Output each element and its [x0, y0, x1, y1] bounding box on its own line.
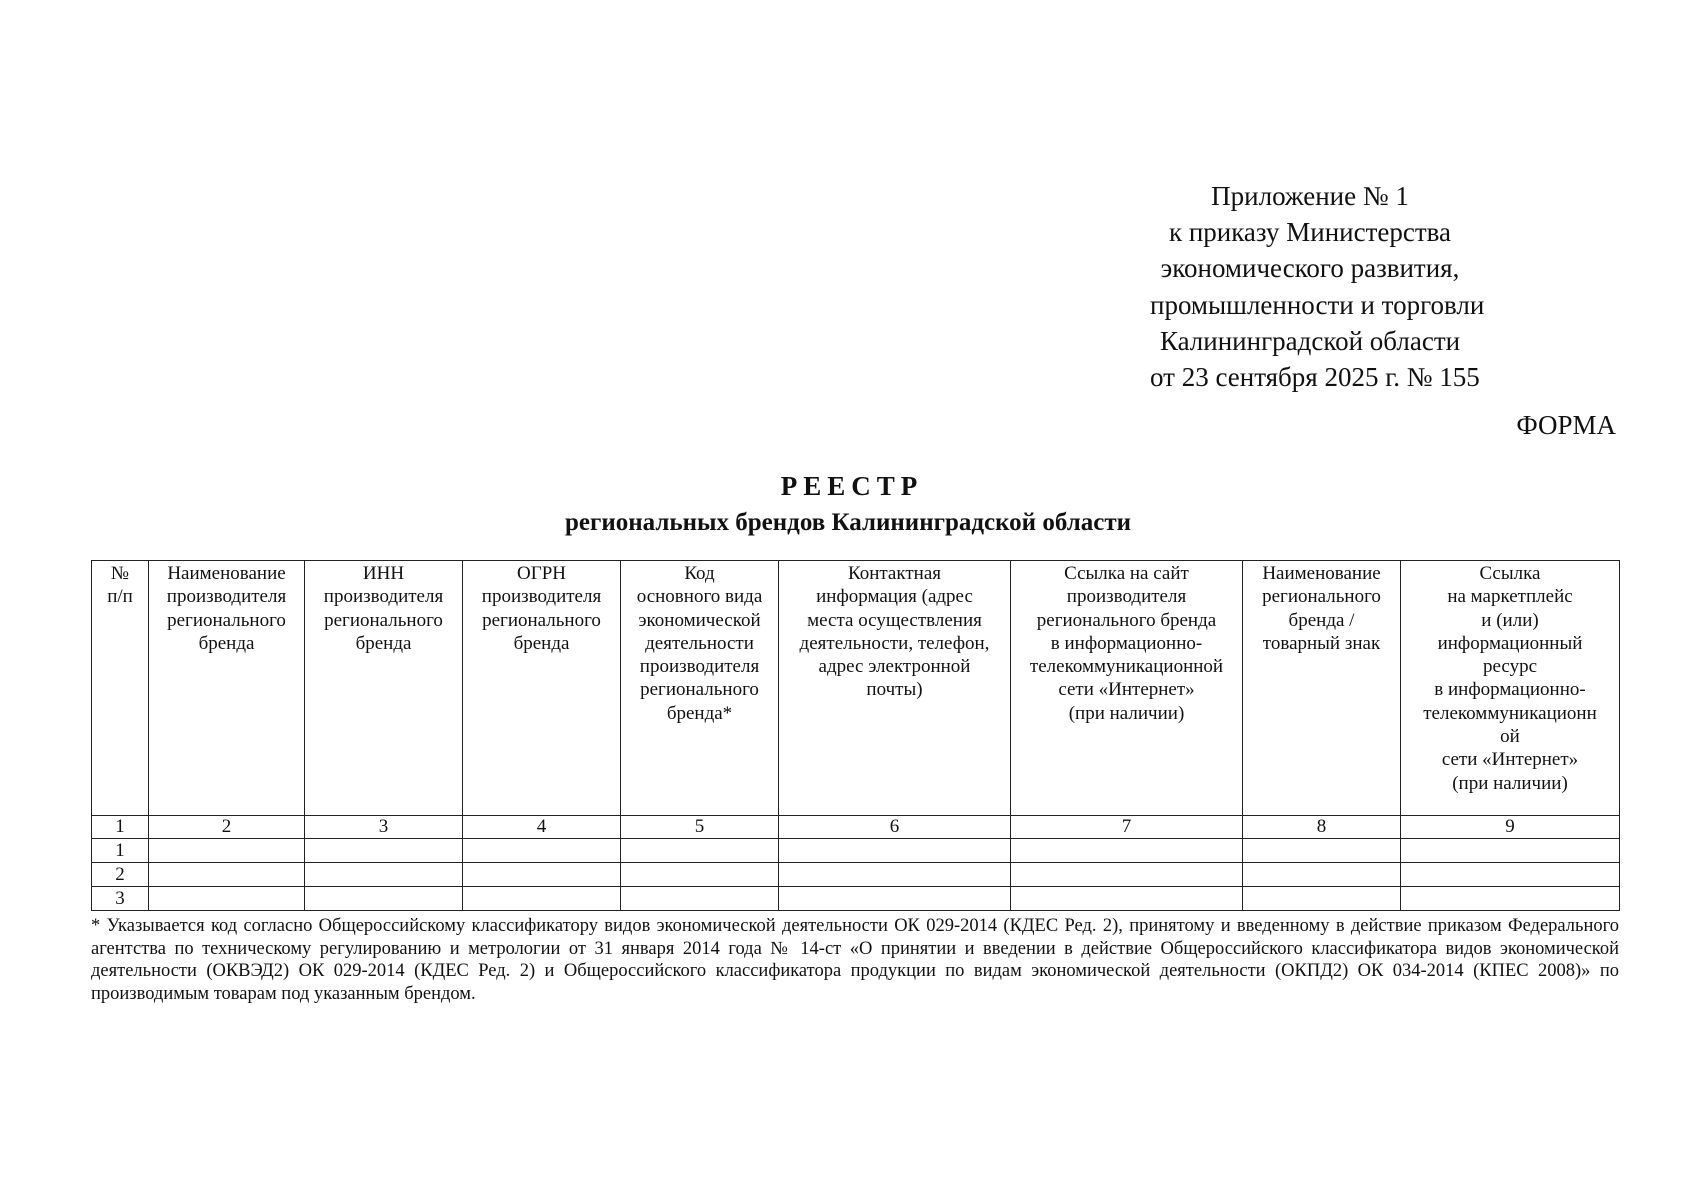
header-line: бренда / — [1288, 609, 1355, 631]
appendix-line: Приложение № 1 — [1211, 181, 1409, 211]
header-line: бренда — [513, 632, 570, 654]
header-row — [92, 561, 1620, 816]
header-cell-brand-name — [1243, 561, 1401, 816]
header-line: места осуществления — [807, 609, 982, 631]
column-number-cell: 1 — [92, 816, 149, 839]
table-cell — [1011, 839, 1243, 863]
header-line: регионального — [1262, 586, 1381, 608]
header-line: ресурс — [1482, 656, 1538, 678]
table-cell — [149, 839, 305, 863]
table-cell — [779, 863, 1011, 887]
header-line: ОГРН — [517, 563, 566, 584]
table-cell — [1401, 839, 1620, 863]
header-line: в информационно- — [1434, 679, 1586, 701]
header-line: регионального — [640, 679, 759, 701]
header-cell-index — [92, 561, 149, 816]
table-cell — [305, 887, 463, 911]
table-cell — [1243, 887, 1401, 911]
table-cell — [463, 887, 621, 911]
header-line: деятельности — [645, 632, 754, 654]
table-cell — [1243, 863, 1401, 887]
row-index-cell: 1 — [92, 839, 149, 863]
table-cell — [305, 863, 463, 887]
row-index-cell: 2 — [92, 863, 149, 887]
table-cell — [305, 839, 463, 863]
table-cell — [1011, 863, 1243, 887]
table-cell — [621, 839, 779, 863]
header-line: информационный — [1437, 632, 1583, 654]
header-line: регионального — [482, 609, 601, 631]
table-cell — [1011, 887, 1243, 911]
header-line: сети «Интернет» — [1441, 749, 1579, 771]
table-cell — [1401, 887, 1620, 911]
column-number-cell: 2 — [149, 816, 305, 839]
header-line: бренда — [198, 632, 255, 654]
header-cell-website-link — [1011, 561, 1243, 816]
footnote: * Указывается код согласно Общероссийскому классификатору видов экономической деятельности ОК 029-2014 (КДЕС Ред. 2), принятому и введенному в действие приказом Федерального агентства по техническому регулированию и метрологии от 31 января 2014 года № 14-ст «О принятии и введении в действие Общероссийского классификатора видов экономической деятельности (ОКВЭД2) ОК 029-2014 (КДЕС Ред. 2) и Общероссийского классификатора продукции по видам экономической деятельности (ОКПД2) ОК 034-2014 (КПЕС 2008)» по производимым товарам под указанным брендом. — [91, 916, 1619, 1004]
header-line: ой — [1500, 726, 1520, 748]
appendix-line: от 23 сентября 2025 г. № 155 — [1150, 362, 1480, 393]
header-line: экономической — [638, 609, 761, 631]
table-cell — [463, 839, 621, 863]
header-cell-producer-name — [149, 561, 305, 816]
header-cell-contact-info — [779, 561, 1011, 816]
header-line: в информационно- — [1050, 632, 1203, 654]
header-line: сети «Интернет» — [1058, 679, 1195, 701]
column-number-cell: 6 — [779, 816, 1011, 839]
table-cell — [621, 863, 779, 887]
column-number-cell: 4 — [463, 816, 621, 839]
header-line: (при наличии) — [1068, 702, 1185, 724]
header-line: Контактная — [848, 563, 941, 584]
header-line: п/п — [107, 586, 133, 608]
column-number-cell: 3 — [305, 816, 463, 839]
appendix-line: экономического развития, — [1160, 253, 1460, 284]
table-cell — [463, 863, 621, 887]
header-cell-ogrn — [463, 561, 621, 816]
header-cell-inn — [305, 561, 463, 816]
header-line: Наименование — [167, 563, 286, 584]
header-line: регионального бренда — [1036, 609, 1217, 631]
header-line: на маркетплейс — [1447, 586, 1573, 608]
table-row — [92, 863, 1620, 887]
header-line: производителя — [639, 656, 760, 678]
header-line: и (или) — [1481, 609, 1539, 631]
title-registry: РЕЕСТР — [780, 471, 924, 501]
registry-table — [91, 560, 1620, 911]
appendix-line: Калининградской области — [1159, 325, 1461, 356]
document-title — [0, 468, 1696, 542]
header-line: Ссылка на сайт — [1064, 563, 1189, 584]
header-line: Ссылка — [1479, 563, 1541, 584]
header-line: (при наличии) — [1452, 772, 1568, 794]
header-line: ИНН — [362, 563, 405, 584]
column-number-cell: 9 — [1401, 816, 1620, 839]
column-number-row — [92, 816, 1620, 839]
table-cell — [779, 887, 1011, 911]
form-label: ФОРМА — [1516, 410, 1616, 440]
header-line: информация (адрес — [816, 586, 973, 608]
appendix-line: к приказу Министерства — [1168, 217, 1452, 248]
header-line: регионального — [324, 609, 443, 631]
header-line: Код — [684, 563, 715, 584]
header-line: телекоммуникационной — [1029, 656, 1224, 678]
header-line: бренда — [355, 632, 412, 654]
appendix-block — [1150, 178, 1485, 395]
header-line: производителя — [1066, 586, 1187, 608]
appendix-line: промышленности и торговли — [1150, 289, 1485, 320]
header-line: регионального — [167, 609, 286, 631]
table-cell — [779, 839, 1011, 863]
header-line: почты) — [866, 679, 923, 701]
row-index-cell: 3 — [92, 887, 149, 911]
header-line: телекоммуникационн — [1423, 702, 1597, 724]
column-number-cell: 5 — [621, 816, 779, 839]
header-line: Наименование — [1262, 563, 1381, 584]
table-row — [92, 839, 1620, 863]
header-line: товарный знак — [1262, 632, 1381, 654]
header-cell-marketplace-link — [1401, 561, 1620, 816]
table-cell — [1243, 839, 1401, 863]
table-cell — [149, 863, 305, 887]
table-cell — [1401, 863, 1620, 887]
table-cell — [149, 887, 305, 911]
column-number-cell: 8 — [1243, 816, 1401, 839]
header-line: деятельности, телефон, — [799, 632, 990, 654]
title-subtitle: региональных брендов Калининградской области — [564, 509, 1132, 536]
header-cell-activity-code — [621, 561, 779, 816]
header-line: производителя — [481, 586, 602, 608]
header-line: производителя — [323, 586, 444, 608]
column-number-cell: 7 — [1011, 816, 1243, 839]
header-line: основного вида — [636, 586, 763, 608]
header-line: производителя — [166, 586, 287, 608]
header-line: бренда* — [666, 702, 733, 724]
table-cell — [621, 887, 779, 911]
header-line: № — [110, 563, 130, 584]
header-line: адрес электронной — [818, 656, 971, 678]
table-row — [92, 887, 1620, 911]
